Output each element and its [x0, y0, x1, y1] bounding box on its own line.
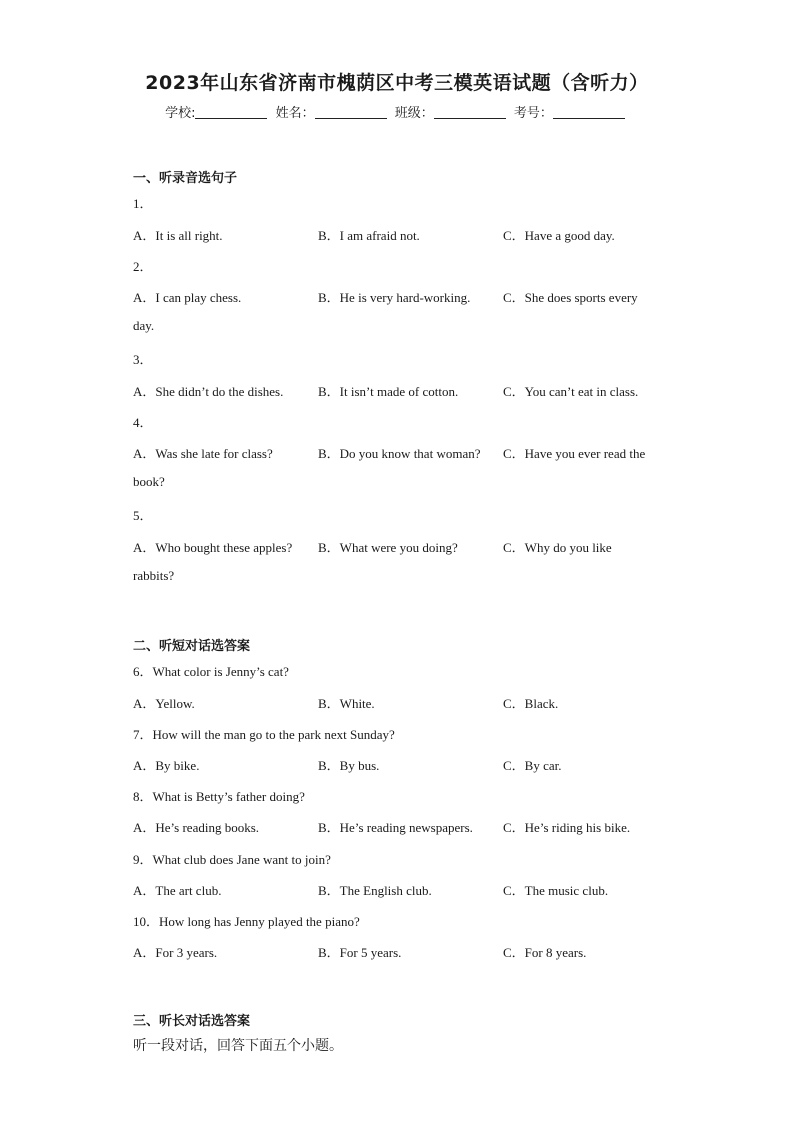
option-c[interactable]: C．The music club. — [503, 883, 609, 898]
option-b[interactable]: B．What were you doing? — [318, 540, 458, 555]
option-a[interactable]: A．For 3 years. — [133, 945, 218, 960]
page-title: 2023年山东省济南市槐荫区中考三模英语试题（含听力） — [145, 72, 649, 94]
option-c[interactable]: C．Have a good day. — [503, 228, 615, 243]
option-c[interactable]: C．Why do you like — [503, 540, 612, 555]
option-c[interactable]: C．Have you ever read the — [503, 446, 646, 461]
option-c-continued: rabbits? — [133, 568, 175, 583]
question-number: 3． — [133, 352, 153, 367]
option-b[interactable]: B．Do you know that woman? — [318, 446, 481, 461]
id-blank[interactable] — [553, 104, 625, 119]
option-c[interactable]: C．She does sports every — [503, 290, 638, 305]
option-b[interactable]: B．For 5 years. — [318, 945, 402, 960]
option-c[interactable]: C．By car. — [503, 758, 562, 773]
school-label: 学校: — [165, 106, 196, 121]
class-label: 班级： — [394, 106, 434, 121]
id-label: 考号： — [513, 106, 553, 121]
option-a[interactable]: A．He’s reading books. — [133, 820, 260, 835]
option-b[interactable]: B．The English club. — [318, 883, 432, 898]
name-blank[interactable] — [315, 104, 387, 119]
question-stem: 9．What club does Jane want to join? — [133, 852, 331, 867]
option-a[interactable]: A．I can play chess. — [133, 290, 242, 305]
option-a[interactable]: A．She didn’t do the dishes. — [133, 384, 284, 399]
section-2-heading: 二、听短对话选答案 — [133, 639, 251, 654]
option-b[interactable]: B．It isn’t made of cotton. — [318, 384, 459, 399]
option-c-continued: day. — [133, 318, 155, 333]
question-number: 1． — [133, 196, 153, 211]
option-a[interactable]: A．By bike. — [133, 758, 200, 773]
option-b[interactable]: B．He is very hard-working. — [318, 290, 471, 305]
section-3-instruction: 听一段对话，回答下面五个小题。 — [133, 1038, 343, 1054]
section-1-heading: 一、听录音选句子 — [133, 171, 238, 186]
question-stem: 10．How long has Jenny played the piano? — [133, 914, 360, 929]
option-c[interactable]: C．You can’t eat in class. — [503, 384, 639, 399]
option-c[interactable]: C．For 8 years. — [503, 945, 587, 960]
option-b[interactable]: B．I am afraid not. — [318, 228, 420, 243]
section-3-heading: 三、听长对话选答案 — [133, 1014, 251, 1029]
option-a[interactable]: A．It is all right. — [133, 228, 223, 243]
name-label: 姓名： — [275, 106, 315, 121]
option-c[interactable]: C．Black. — [503, 696, 559, 711]
option-c-continued: book? — [133, 474, 165, 489]
option-a[interactable]: A．Was she late for class? — [133, 446, 273, 461]
question-stem: 8．What is Betty’s father doing? — [133, 789, 305, 804]
question-stem: 7．How will the man go to the park next Sunday? — [133, 727, 395, 742]
question-stem: 6．What color is Jenny’s cat? — [133, 664, 289, 679]
school-blank[interactable] — [195, 104, 267, 119]
option-b[interactable]: B．By bus. — [318, 758, 380, 773]
student-info-line — [0, 102, 794, 121]
option-a[interactable]: A．Yellow. — [133, 696, 195, 711]
question-number: 4． — [133, 415, 153, 430]
option-b[interactable]: B．White. — [318, 696, 375, 711]
question-number: 5． — [133, 508, 153, 523]
option-a[interactable]: A．Who bought these apples? — [133, 540, 293, 555]
option-c[interactable]: C．He’s riding his bike. — [503, 820, 631, 835]
option-a[interactable]: A．The art club. — [133, 883, 222, 898]
question-number: 2． — [133, 259, 153, 274]
class-blank[interactable] — [434, 104, 506, 119]
option-b[interactable]: B．He’s reading newspapers. — [318, 820, 473, 835]
